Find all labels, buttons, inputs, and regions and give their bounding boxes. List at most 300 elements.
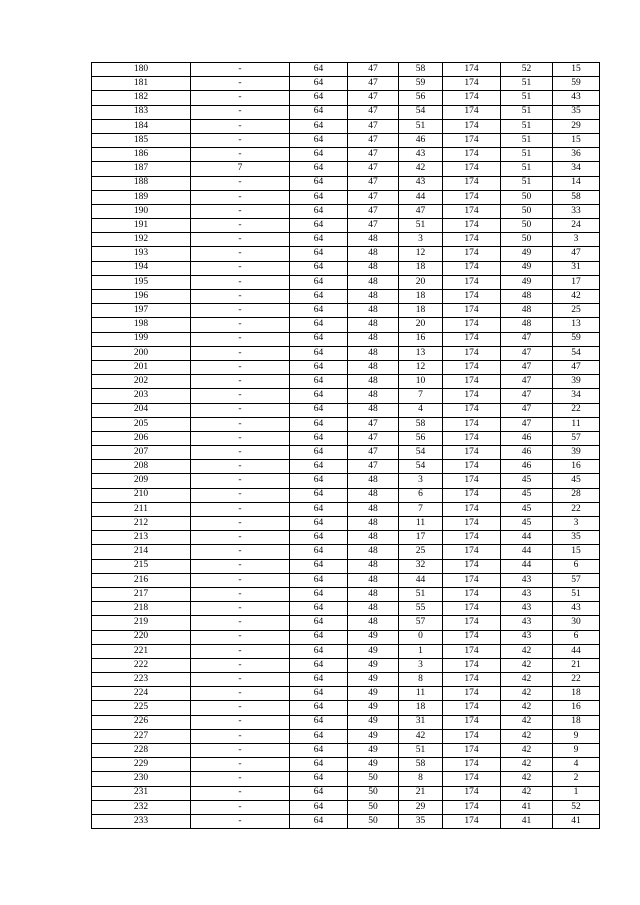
col-3-cell: 64	[290, 247, 348, 261]
marker-cell: -	[191, 360, 290, 374]
marker-cell: -	[191, 545, 290, 559]
table-row	[92, 559, 600, 573]
table-row	[92, 531, 600, 545]
row-number-cell: 196	[92, 290, 191, 304]
col-5-cell: 11	[399, 687, 443, 701]
row-number-cell: 219	[92, 616, 191, 630]
col-7-cell: 48	[501, 304, 553, 318]
col-7-cell: 42	[501, 729, 553, 743]
col-4-cell: 49	[348, 758, 399, 772]
row-number-cell: 208	[92, 460, 191, 474]
col-7-cell: 43	[501, 630, 553, 644]
row-number-cell: 222	[92, 658, 191, 672]
col-3-cell: 64	[290, 814, 348, 828]
col-6-cell: 174	[443, 474, 501, 488]
col-4-cell: 49	[348, 744, 399, 758]
col-3-cell: 64	[290, 502, 348, 516]
col-8-cell: 52	[553, 800, 600, 814]
col-5-cell: 44	[399, 190, 443, 204]
row-number-cell: 214	[92, 545, 191, 559]
col-7-cell: 51	[501, 162, 553, 176]
col-4-cell: 50	[348, 772, 399, 786]
table-row	[92, 417, 600, 431]
col-3-cell: 64	[290, 133, 348, 147]
col-5-cell: 51	[399, 744, 443, 758]
col-3-cell: 64	[290, 786, 348, 800]
col-8-cell: 30	[553, 616, 600, 630]
col-4-cell: 48	[348, 587, 399, 601]
marker-cell: -	[191, 517, 290, 531]
marker-cell: -	[191, 304, 290, 318]
table-row	[92, 744, 600, 758]
marker-cell: -	[191, 176, 290, 190]
col-3-cell: 64	[290, 616, 348, 630]
table-row	[92, 474, 600, 488]
col-3-cell: 64	[290, 517, 348, 531]
col-4-cell: 48	[348, 602, 399, 616]
table-row	[92, 729, 600, 743]
table-row	[92, 758, 600, 772]
col-8-cell: 57	[553, 431, 600, 445]
col-8-cell: 51	[553, 587, 600, 601]
col-7-cell: 49	[501, 275, 553, 289]
col-3-cell: 64	[290, 91, 348, 105]
col-3-cell: 64	[290, 701, 348, 715]
col-3-cell: 64	[290, 190, 348, 204]
col-7-cell: 45	[501, 517, 553, 531]
col-3-cell: 64	[290, 233, 348, 247]
row-number-cell: 180	[92, 63, 191, 77]
row-number-cell: 204	[92, 403, 191, 417]
table-body	[92, 63, 600, 829]
table-row	[92, 644, 600, 658]
row-number-cell: 231	[92, 786, 191, 800]
row-number-cell: 184	[92, 119, 191, 133]
col-6-cell: 174	[443, 332, 501, 346]
marker-cell: -	[191, 346, 290, 360]
table-row	[92, 247, 600, 261]
table-row	[92, 687, 600, 701]
row-number-cell: 203	[92, 389, 191, 403]
col-6-cell: 174	[443, 346, 501, 360]
col-6-cell: 174	[443, 148, 501, 162]
col-8-cell: 13	[553, 318, 600, 332]
col-6-cell: 174	[443, 290, 501, 304]
col-5-cell: 18	[399, 304, 443, 318]
col-5-cell: 20	[399, 275, 443, 289]
col-8-cell: 15	[553, 63, 600, 77]
col-7-cell: 42	[501, 772, 553, 786]
col-5-cell: 10	[399, 375, 443, 389]
table-row	[92, 488, 600, 502]
col-3-cell: 64	[290, 687, 348, 701]
col-4-cell: 49	[348, 673, 399, 687]
marker-cell: -	[191, 389, 290, 403]
marker-cell: -	[191, 318, 290, 332]
col-8-cell: 29	[553, 119, 600, 133]
row-number-cell: 233	[92, 814, 191, 828]
col-3-cell: 64	[290, 658, 348, 672]
col-5-cell: 54	[399, 105, 443, 119]
col-6-cell: 174	[443, 545, 501, 559]
col-5-cell: 16	[399, 332, 443, 346]
col-7-cell: 51	[501, 176, 553, 190]
col-7-cell: 42	[501, 673, 553, 687]
col-5-cell: 8	[399, 673, 443, 687]
marker-cell: -	[191, 573, 290, 587]
table-row	[92, 233, 600, 247]
col-5-cell: 7	[399, 502, 443, 516]
col-6-cell: 174	[443, 502, 501, 516]
col-5-cell: 8	[399, 772, 443, 786]
col-4-cell: 48	[348, 332, 399, 346]
col-5-cell: 35	[399, 814, 443, 828]
marker-cell: -	[191, 233, 290, 247]
col-8-cell: 18	[553, 687, 600, 701]
table-row	[92, 460, 600, 474]
col-6-cell: 174	[443, 389, 501, 403]
col-5-cell: 42	[399, 729, 443, 743]
col-6-cell: 174	[443, 318, 501, 332]
col-7-cell: 42	[501, 744, 553, 758]
table-row	[92, 346, 600, 360]
row-number-cell: 194	[92, 261, 191, 275]
row-number-cell: 201	[92, 360, 191, 374]
marker-cell: -	[191, 616, 290, 630]
row-number-cell: 199	[92, 332, 191, 346]
col-7-cell: 47	[501, 417, 553, 431]
col-3-cell: 64	[290, 559, 348, 573]
col-3-cell: 64	[290, 644, 348, 658]
table-row	[92, 587, 600, 601]
col-4-cell: 47	[348, 431, 399, 445]
col-5-cell: 56	[399, 431, 443, 445]
row-number-cell: 215	[92, 559, 191, 573]
marker-cell: -	[191, 275, 290, 289]
marker-cell: -	[191, 375, 290, 389]
marker-cell: -	[191, 814, 290, 828]
col-5-cell: 59	[399, 77, 443, 91]
col-3-cell: 64	[290, 403, 348, 417]
col-8-cell: 28	[553, 488, 600, 502]
col-8-cell: 18	[553, 715, 600, 729]
col-6-cell: 174	[443, 644, 501, 658]
table-row	[92, 800, 600, 814]
col-3-cell: 64	[290, 360, 348, 374]
col-3-cell: 64	[290, 318, 348, 332]
marker-cell: -	[191, 658, 290, 672]
col-8-cell: 25	[553, 304, 600, 318]
col-4-cell: 48	[348, 474, 399, 488]
col-5-cell: 51	[399, 219, 443, 233]
col-4-cell: 48	[348, 290, 399, 304]
table-row	[92, 332, 600, 346]
col-7-cell: 47	[501, 389, 553, 403]
col-7-cell: 47	[501, 332, 553, 346]
col-5-cell: 46	[399, 133, 443, 147]
col-5-cell: 47	[399, 204, 443, 218]
col-4-cell: 48	[348, 360, 399, 374]
col-8-cell: 3	[553, 233, 600, 247]
col-5-cell: 51	[399, 119, 443, 133]
marker-cell: -	[191, 77, 290, 91]
col-6-cell: 174	[443, 162, 501, 176]
col-4-cell: 48	[348, 247, 399, 261]
col-4-cell: 48	[348, 573, 399, 587]
col-8-cell: 31	[553, 261, 600, 275]
col-3-cell: 64	[290, 77, 348, 91]
row-number-cell: 187	[92, 162, 191, 176]
row-number-cell: 213	[92, 531, 191, 545]
table-row	[92, 545, 600, 559]
col-8-cell: 54	[553, 346, 600, 360]
col-7-cell: 43	[501, 602, 553, 616]
col-6-cell: 174	[443, 304, 501, 318]
marker-cell: -	[191, 744, 290, 758]
row-number-cell: 205	[92, 417, 191, 431]
marker-cell: -	[191, 190, 290, 204]
col-7-cell: 49	[501, 247, 553, 261]
col-7-cell: 49	[501, 261, 553, 275]
col-3-cell: 64	[290, 389, 348, 403]
col-7-cell: 46	[501, 460, 553, 474]
row-number-cell: 202	[92, 375, 191, 389]
col-6-cell: 174	[443, 573, 501, 587]
col-3-cell: 64	[290, 332, 348, 346]
col-7-cell: 44	[501, 545, 553, 559]
col-5-cell: 54	[399, 460, 443, 474]
col-4-cell: 48	[348, 318, 399, 332]
col-6-cell: 174	[443, 488, 501, 502]
row-number-cell: 200	[92, 346, 191, 360]
row-number-cell: 225	[92, 701, 191, 715]
col-3-cell: 64	[290, 176, 348, 190]
col-5-cell: 31	[399, 715, 443, 729]
col-4-cell: 48	[348, 616, 399, 630]
col-6-cell: 174	[443, 403, 501, 417]
col-8-cell: 39	[553, 446, 600, 460]
col-4-cell: 48	[348, 346, 399, 360]
col-3-cell: 64	[290, 800, 348, 814]
col-7-cell: 42	[501, 786, 553, 800]
col-6-cell: 174	[443, 375, 501, 389]
col-3-cell: 64	[290, 715, 348, 729]
col-4-cell: 47	[348, 190, 399, 204]
col-4-cell: 48	[348, 261, 399, 275]
col-3-cell: 64	[290, 431, 348, 445]
col-4-cell: 49	[348, 701, 399, 715]
table-row	[92, 219, 600, 233]
col-7-cell: 46	[501, 431, 553, 445]
col-8-cell: 42	[553, 290, 600, 304]
col-8-cell: 15	[553, 133, 600, 147]
col-7-cell: 44	[501, 559, 553, 573]
col-3-cell: 64	[290, 261, 348, 275]
table-row	[92, 162, 600, 176]
col-7-cell: 47	[501, 375, 553, 389]
marker-cell: -	[191, 446, 290, 460]
table-row	[92, 814, 600, 828]
col-4-cell: 48	[348, 502, 399, 516]
row-number-cell: 190	[92, 204, 191, 218]
col-6-cell: 174	[443, 687, 501, 701]
col-3-cell: 64	[290, 474, 348, 488]
marker-cell: -	[191, 488, 290, 502]
table-row	[92, 446, 600, 460]
col-6-cell: 174	[443, 233, 501, 247]
table-row	[92, 304, 600, 318]
marker-cell: -	[191, 602, 290, 616]
col-7-cell: 52	[501, 63, 553, 77]
col-5-cell: 20	[399, 318, 443, 332]
col-4-cell: 47	[348, 133, 399, 147]
col-7-cell: 41	[501, 800, 553, 814]
col-5-cell: 54	[399, 446, 443, 460]
col-6-cell: 174	[443, 786, 501, 800]
col-8-cell: 45	[553, 474, 600, 488]
col-8-cell: 35	[553, 105, 600, 119]
table-row	[92, 105, 600, 119]
marker-cell: 7	[191, 162, 290, 176]
col-4-cell: 49	[348, 658, 399, 672]
marker-cell: -	[191, 531, 290, 545]
col-5-cell: 7	[399, 389, 443, 403]
col-8-cell: 43	[553, 91, 600, 105]
col-4-cell: 47	[348, 105, 399, 119]
col-6-cell: 174	[443, 219, 501, 233]
col-3-cell: 64	[290, 460, 348, 474]
col-8-cell: 6	[553, 630, 600, 644]
col-6-cell: 174	[443, 446, 501, 460]
table-row	[92, 91, 600, 105]
col-5-cell: 11	[399, 517, 443, 531]
table-row	[92, 431, 600, 445]
marker-cell: -	[191, 219, 290, 233]
col-7-cell: 43	[501, 616, 553, 630]
col-8-cell: 6	[553, 559, 600, 573]
col-7-cell: 43	[501, 573, 553, 587]
table-row	[92, 77, 600, 91]
col-6-cell: 174	[443, 176, 501, 190]
col-4-cell: 48	[348, 531, 399, 545]
col-5-cell: 12	[399, 360, 443, 374]
col-8-cell: 4	[553, 758, 600, 772]
col-7-cell: 50	[501, 204, 553, 218]
table-row	[92, 176, 600, 190]
table-row	[92, 204, 600, 218]
col-3-cell: 64	[290, 531, 348, 545]
col-6-cell: 174	[443, 800, 501, 814]
col-3-cell: 64	[290, 602, 348, 616]
col-8-cell: 44	[553, 644, 600, 658]
col-6-cell: 174	[443, 517, 501, 531]
marker-cell: -	[191, 729, 290, 743]
col-6-cell: 174	[443, 559, 501, 573]
col-5-cell: 18	[399, 261, 443, 275]
marker-cell: -	[191, 148, 290, 162]
table-row	[92, 701, 600, 715]
col-8-cell: 39	[553, 375, 600, 389]
row-number-cell: 216	[92, 573, 191, 587]
col-4-cell: 47	[348, 219, 399, 233]
table-row	[92, 318, 600, 332]
col-6-cell: 174	[443, 417, 501, 431]
col-8-cell: 9	[553, 729, 600, 743]
table-row	[92, 63, 600, 77]
col-5-cell: 58	[399, 758, 443, 772]
col-6-cell: 174	[443, 616, 501, 630]
col-8-cell: 16	[553, 460, 600, 474]
col-4-cell: 48	[348, 488, 399, 502]
col-8-cell: 21	[553, 658, 600, 672]
row-number-cell: 210	[92, 488, 191, 502]
col-7-cell: 51	[501, 105, 553, 119]
row-number-cell: 227	[92, 729, 191, 743]
col-6-cell: 174	[443, 77, 501, 91]
col-7-cell: 51	[501, 77, 553, 91]
col-4-cell: 47	[348, 460, 399, 474]
row-number-cell: 223	[92, 673, 191, 687]
col-4-cell: 48	[348, 275, 399, 289]
col-7-cell: 47	[501, 346, 553, 360]
col-3-cell: 64	[290, 673, 348, 687]
col-5-cell: 17	[399, 531, 443, 545]
col-8-cell: 34	[553, 389, 600, 403]
col-5-cell: 43	[399, 176, 443, 190]
col-7-cell: 51	[501, 133, 553, 147]
col-5-cell: 42	[399, 162, 443, 176]
col-3-cell: 64	[290, 573, 348, 587]
col-6-cell: 174	[443, 587, 501, 601]
col-8-cell: 14	[553, 176, 600, 190]
col-5-cell: 56	[399, 91, 443, 105]
row-number-cell: 191	[92, 219, 191, 233]
col-7-cell: 45	[501, 474, 553, 488]
table-row	[92, 403, 600, 417]
col-7-cell: 42	[501, 701, 553, 715]
col-8-cell: 24	[553, 219, 600, 233]
col-3-cell: 64	[290, 375, 348, 389]
col-4-cell: 47	[348, 77, 399, 91]
row-number-cell: 185	[92, 133, 191, 147]
table-row	[92, 772, 600, 786]
col-4-cell: 49	[348, 687, 399, 701]
col-5-cell: 57	[399, 616, 443, 630]
marker-cell: -	[191, 772, 290, 786]
row-number-cell: 192	[92, 233, 191, 247]
marker-cell: -	[191, 431, 290, 445]
col-7-cell: 51	[501, 119, 553, 133]
table-row	[92, 148, 600, 162]
col-4-cell: 47	[348, 63, 399, 77]
col-4-cell: 49	[348, 729, 399, 743]
table-row	[92, 502, 600, 516]
marker-cell: -	[191, 105, 290, 119]
marker-cell: -	[191, 119, 290, 133]
col-5-cell: 6	[399, 488, 443, 502]
row-number-cell: 221	[92, 644, 191, 658]
col-6-cell: 174	[443, 105, 501, 119]
col-5-cell: 29	[399, 800, 443, 814]
col-6-cell: 174	[443, 133, 501, 147]
table-row	[92, 616, 600, 630]
marker-cell: -	[191, 63, 290, 77]
table-row	[92, 630, 600, 644]
col-6-cell: 174	[443, 715, 501, 729]
col-8-cell: 17	[553, 275, 600, 289]
col-8-cell: 33	[553, 204, 600, 218]
col-8-cell: 15	[553, 545, 600, 559]
